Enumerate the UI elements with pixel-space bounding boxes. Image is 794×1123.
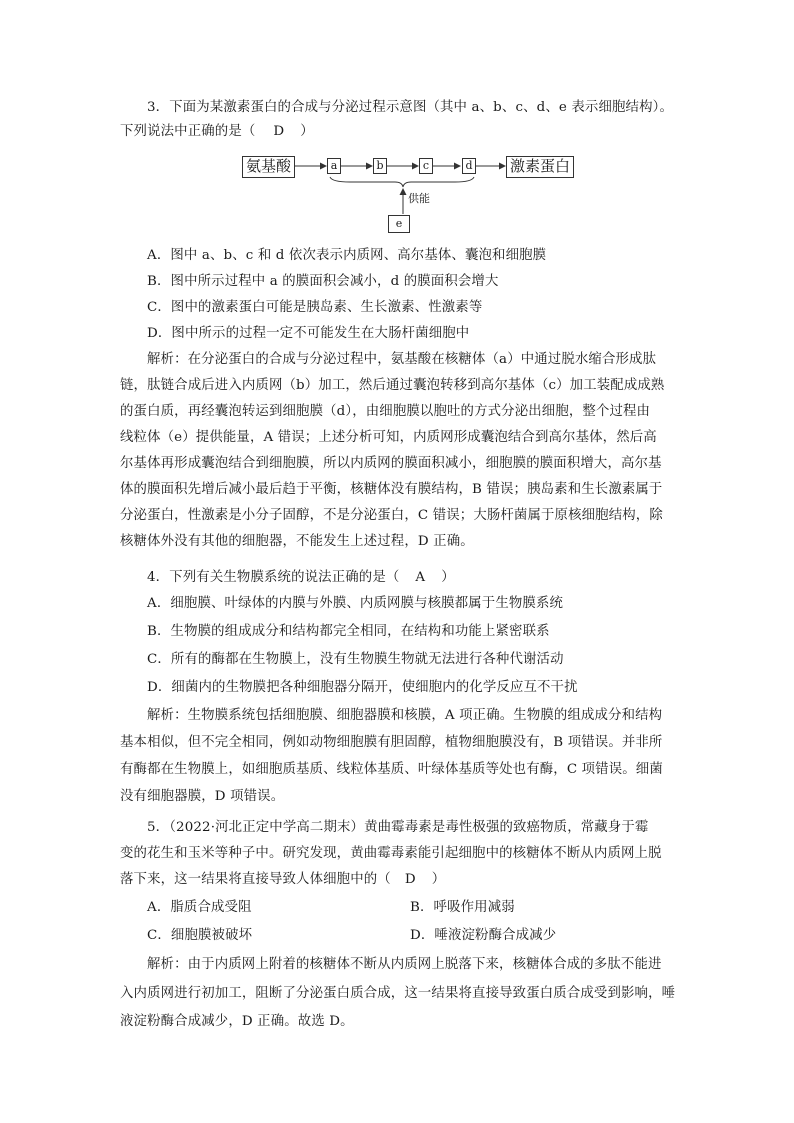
q3-analysis-line: 尔基体再形成囊泡结合到细胞膜，所以内质网的膜面积减小，细胞膜的膜面积增大，高尔基 — [120, 456, 662, 471]
q5-stem-suffix: ） — [431, 872, 446, 887]
q3-analysis-line: 链，肽链合成后进入内质网（b）加工，然后通过囊泡转移到高尔基体（c）加工装配成成熟 — [120, 378, 665, 393]
node-d-box: d — [462, 158, 476, 174]
q3-analysis-line: 线粒体（e）提供能量，A 错误；上述分析可知，内质网形成囊泡结合到高尔基体，然后高 — [120, 430, 657, 445]
q4-answer: A — [415, 570, 426, 585]
node-b-box: b — [373, 158, 387, 174]
q4-option-b: B．生物膜的组成成分和结构都完全相同，在结构和功能上紧密联系 — [147, 624, 550, 639]
q5-option-d: D．唾液淀粉酶合成减少 — [410, 928, 557, 943]
q4-analysis-line: 有酶都在生物膜上，如细胞质基质、线粒体基质、叶绿体基质等处也有酶，C 项错误。细菌 — [120, 762, 663, 777]
q3-answer: D — [273, 124, 285, 139]
q4-stem-prefix: 4．下列有关生物膜系统的说法正确的是（ — [147, 570, 400, 585]
q3-option-c: C．图中的激素蛋白可能是胰岛素、生长激素、性激素等 — [147, 300, 483, 315]
q3-analysis-line: 的蛋白质，再经囊泡转运到细胞膜（d），由细胞膜以胞吐的方式分泌出细胞，整个过程由 — [120, 404, 651, 419]
q4-stem-suffix: ） — [441, 570, 455, 585]
q3-analysis-line: 解析：在分泌蛋白的合成与分泌过程中，氨基酸在核糖体（a）中通过脱水缩合形成肽 — [147, 352, 657, 367]
energy-supply-label: 供能 — [408, 192, 430, 205]
q4-option-c: C．所有的酶都在生物膜上，没有生物膜生物就无法进行各种代谢活动 — [147, 652, 564, 667]
q5-stem-prefix: 落下来，这一结果将直接导致人体细胞中的（ — [120, 872, 391, 887]
q3-analysis-line: 体的膜面积先增后减小最后趋于平衡，核糖体没有膜结构，B 错误；胰岛素和生长激素属于 — [120, 482, 663, 497]
node-a-box: a — [327, 158, 341, 174]
q5-analysis-line: 液淀粉酶合成减少，D 正确。故选 D。 — [120, 1014, 354, 1029]
q3-stem-suffix: ） — [300, 124, 314, 139]
q5-option-a: A．脂质合成受阻 — [147, 900, 252, 915]
q3-option-a: A．图中 a、b、c 和 d 依次表示内质网、高尔基体、囊泡和细胞膜 — [147, 248, 547, 263]
hormone-protein-box: 激素蛋白 — [506, 156, 574, 178]
q3-stem-line-1: 3．下面为某激素蛋白的合成与分泌过程示意图（其中 a、b、c、d、e 表示细胞结构）。 — [147, 100, 674, 115]
q3-option-b: B．图中所示过程中 a 的膜面积会减小，d 的膜面积会增大 — [147, 274, 499, 289]
q5-analysis-line: 入内质网进行初加工，阻断了分泌蛋白质合成，这一结果将直接导致蛋白质合成受到影响，唾 — [120, 986, 676, 1001]
q5-option-c: C．细胞膜被破坏 — [147, 928, 253, 943]
q4-analysis-line: 没有细胞器膜，D 项错误。 — [120, 789, 285, 804]
amino-acid-box: 氨基酸 — [242, 156, 295, 178]
q3-option-d: D．图中所示的过程一定不可能发生在大肠杆菌细胞中 — [147, 326, 470, 341]
q5-answer: D — [404, 872, 416, 887]
q5-stem-line-3 — [120, 870, 680, 890]
q3-process-diagram — [240, 150, 585, 235]
q4-analysis-line: 基本相似，但不完全相同，例如动物细胞膜有胆固醇，植物细胞膜没有，B 项错误。并非所 — [120, 735, 663, 750]
q4-option-a: A．细胞膜、叶绿体的内膜与外膜、内质网膜与核膜都属于生物膜系统 — [147, 596, 564, 611]
q3-analysis-line: 核糖体外没有其他的细胞器，不能发生上述过程，D 正确。 — [120, 534, 474, 549]
q3-stem-line-2 — [120, 122, 680, 142]
q5-option-b: B．呼吸作用减弱 — [410, 900, 515, 915]
q5-stem-line-1: 5．（2022·河北正定中学高二期末）黄曲霉毒素是毒性极强的致癌物质，常藏身于霉 — [147, 820, 649, 835]
q3-stem-prefix: 下列说法中正确的是（ — [120, 124, 256, 139]
q4-option-d: D．细菌内的生物膜把各种细胞器分隔开，使细胞内的化学反应互不干扰 — [147, 680, 578, 695]
q4-analysis-line: 解析：生物膜系统包括细胞膜、细胞器膜和核膜，A 项正确。生物膜的组成成分和结构 — [147, 708, 663, 723]
node-c-box: c — [419, 158, 433, 174]
q5-analysis-line: 解析：由于内质网上附着的核糖体不断从内质网上脱落下来，核糖体合成的多肽不能进 — [147, 957, 662, 972]
q5-stem-line-2: 变的花生和玉米等种子中。研究发现，黄曲霉毒素能引起细胞中的核糖体不断从内质网上脱 — [120, 846, 662, 861]
q4-stem — [147, 568, 707, 588]
q3-analysis-line: 分泌蛋白，性激素是小分子固醇，不是分泌蛋白，C 错误；大肠杆菌属于原核细胞结构，除 — [120, 508, 663, 523]
node-e-box: e — [388, 215, 410, 233]
